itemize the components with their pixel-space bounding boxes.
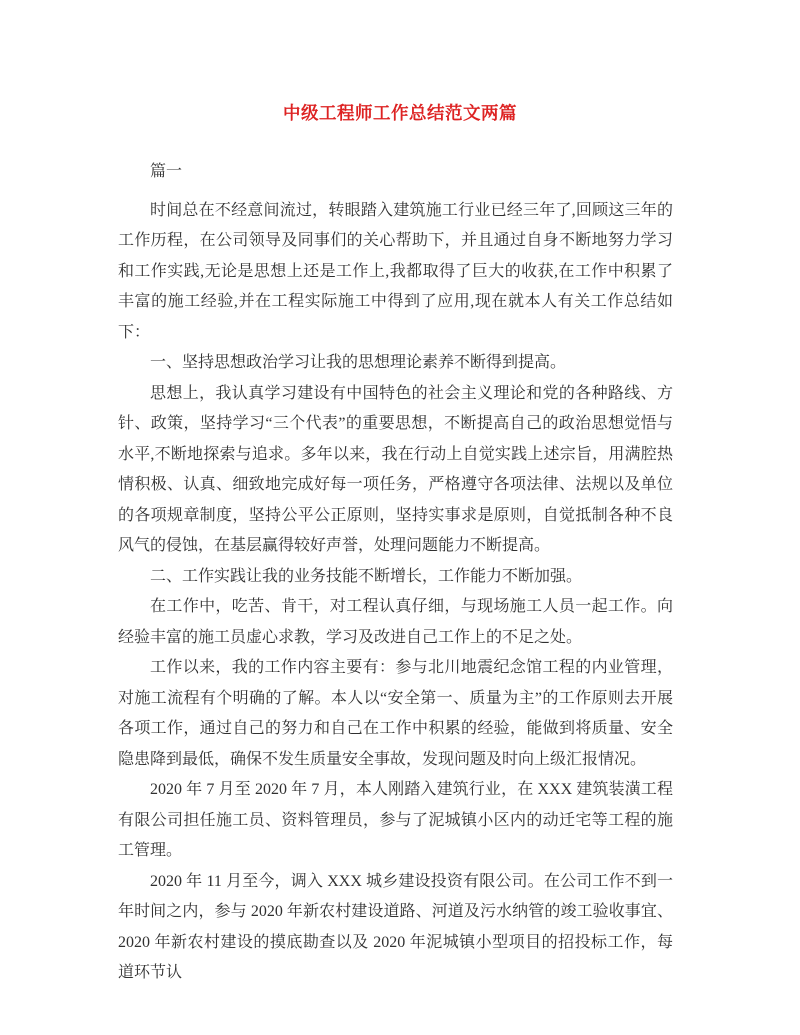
paragraph-2020-july: 2020 年 7 月至 2020 年 7 月，本人刚踏入建筑行业，在 XXX 建筑装潢工程有限公司担任施工员、资料管理员，参与了泥城镇小区内的动迁宅等工程的施工管理。 <box>118 781 673 859</box>
section-heading-part-one: 篇一 <box>150 163 183 180</box>
paragraph-point-two-body: 在工作中，吃苦、肯干，对工程认真仔细，与现场施工人员一起工作。向经验丰富的施工员虚心求教，学习及改进自己工作上的不足之处。 <box>118 598 673 646</box>
paragraph-point-one-body: 思想上，我认真学习建设有中国特色的社会主义理论和党的各种路线、方针、政策，坚持学习“三个代表”的重要思想，不断提高自己的政治思想觉悟与水平,不断地探索与追求。多年以来，我在行动上自觉实践上述宗旨，用满腔热情积极、认真、细致地完成好每一项任务，严格遵守各项法律、法规以及单位的各项规章制度，坚持公平公正原则，坚持实事求是原则，自觉抵制各种不良风气的侵蚀，在基层赢得较好声誉，处理问题能力不断提高。 <box>118 384 673 554</box>
document-title: 中级工程师工作总结范文两篇 <box>283 103 517 123</box>
paragraph-point-one-heading: 一、坚持思想政治学习让我的思想理论素养不断得到提高。 <box>150 354 567 371</box>
paragraph-2020-november: 2020 年 11 月至今，调入 XXX 城乡建设投资有限公司。在公司工作不到一年时间之内，参与 2020 年新农村建设道路、河道及污水纳管的竣工验收事宜、2020 年新农村建设的摸底勘查以及 2020 年泥城镇小型项目的招投标工作，每道环节认 <box>118 872 673 981</box>
paragraph-point-two-heading: 二、工作实践让我的业务技能不断增长，工作能力不断加强。 <box>150 567 583 585</box>
paragraph-intro: 时间总在不经意间流过，转眼踏入建筑施工行业已经三年了,回顾这三年的工作历程，在公司领导及同事们的关心帮助下，并且通过自身不断地努力学习和工作实践,无论是思想上还是工作上,我都取得了巨大的收获,在工作中积累了丰富的施工经验,并在工程实际施工中得到了应用,现在就本人有关工作总结如下： <box>118 201 673 341</box>
document-body <box>118 157 673 989</box>
paragraph-work-content: 工作以来，我的工作内容主要有：参与北川地震纪念馆工程的内业管理，对施工流程有个明确的了解。本人以“安全第一、质量为主”的工作原则去开展各项工作，通过自己的努力和自己在工作中积累的经验，能做到将质量、安全隐患降到最低，确保不发生质量安全事故，发现问题及时向上级汇报情况。 <box>118 659 673 768</box>
